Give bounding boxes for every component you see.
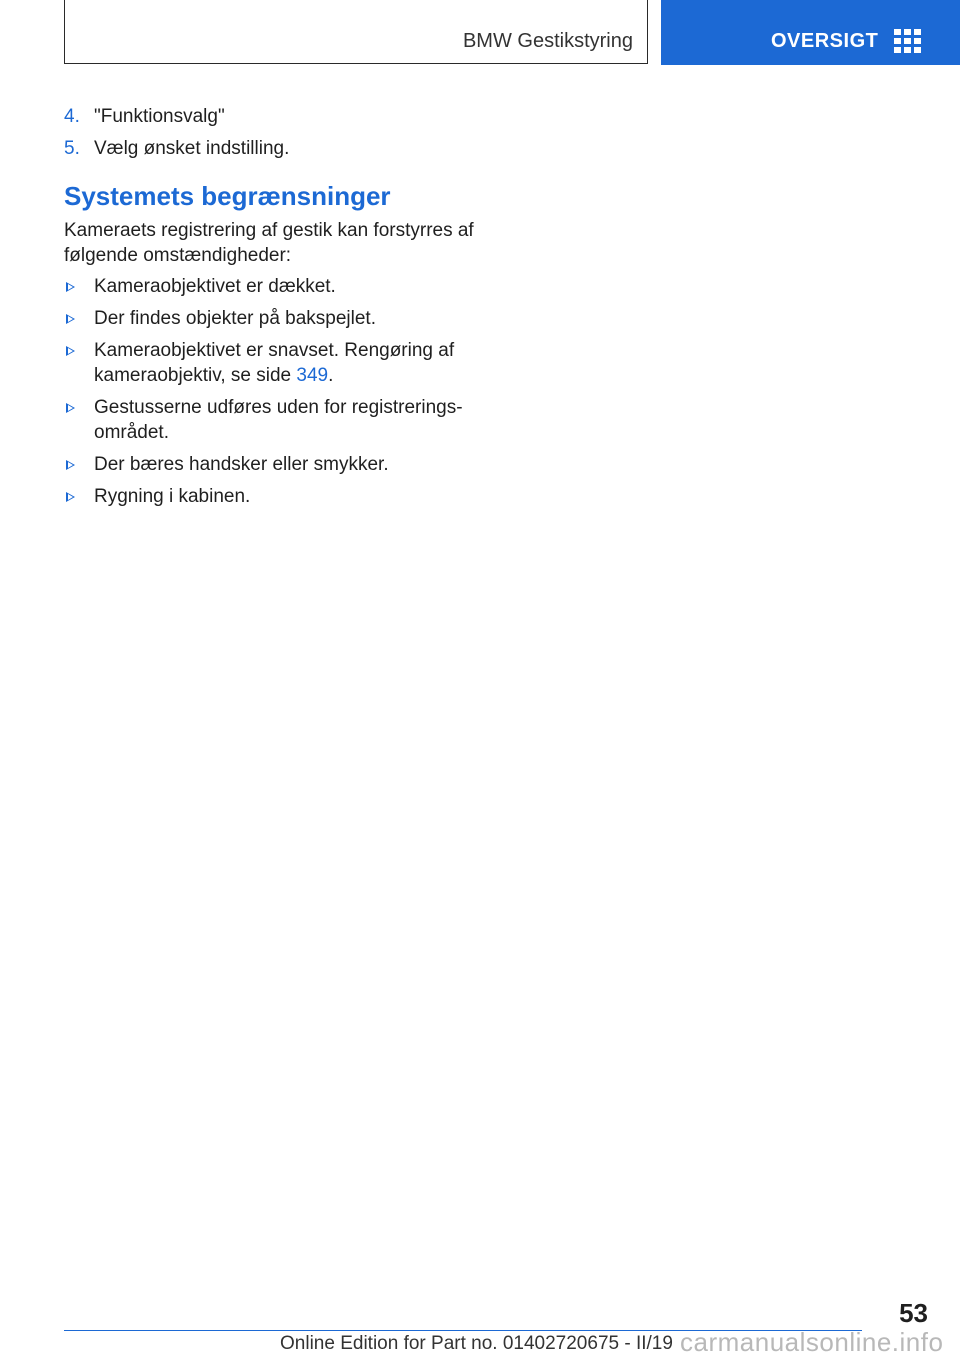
list-item: [64, 395, 484, 445]
list-item-text: Der bæres handsker eller smykker.: [94, 454, 389, 475]
list-item: [64, 274, 484, 299]
step-number: 5.: [64, 138, 80, 159]
triangle-bullet-icon: [66, 282, 75, 292]
list-item: [64, 306, 484, 331]
grid-menu-icon: [894, 29, 922, 53]
list-item: [64, 338, 484, 388]
section-intro: Kameraets registrering af gestik kan forstyrres af følgende omstændigheder:: [64, 220, 474, 266]
triangle-bullet-icon: [66, 314, 75, 324]
overview-label: OVERSIGT: [771, 30, 879, 52]
step-item: [64, 104, 484, 130]
list-item: [64, 484, 484, 509]
step-text: "Funktionsvalg": [94, 106, 225, 127]
list-item-text: Der findes objekter på bakspejlet.: [94, 308, 376, 329]
step-number: 4.: [64, 106, 80, 127]
step-item: [64, 136, 484, 162]
overview-button[interactable]: [661, 0, 960, 65]
list-item-text: Kameraobjektivet er dækket.: [94, 276, 336, 297]
list-item-text: Rygning i kabinen.: [94, 486, 251, 507]
chapter-title: BMW Gestikstyring: [462, 30, 633, 52]
limitations-list: [64, 274, 484, 509]
triangle-bullet-icon: [66, 403, 75, 413]
header-frame: [64, 0, 648, 64]
triangle-bullet-icon: [66, 346, 75, 356]
page-number: 53: [899, 1298, 928, 1328]
triangle-bullet-icon: [66, 460, 75, 470]
list-item-text: Kameraobjektivet er snavset. Rengøring af kameraobjektiv, se side: [94, 340, 455, 386]
section-heading: Systemets begrænsninger: [64, 181, 391, 211]
page-reference-link[interactable]: 349: [296, 365, 329, 386]
step-text: Vælg ønsket indstilling.: [94, 138, 290, 159]
footer-edition: Online Edition for Part no. 01402720675 - II/19: [280, 1333, 673, 1354]
list-item: [64, 452, 484, 477]
triangle-bullet-icon: [66, 492, 75, 502]
watermark: carmanualsonline.info: [680, 1327, 944, 1357]
main-content: [64, 104, 484, 516]
list-item-text: Gestusserne udføres uden for registrerings-området.: [94, 397, 463, 443]
list-item-text-end: .: [328, 365, 334, 386]
